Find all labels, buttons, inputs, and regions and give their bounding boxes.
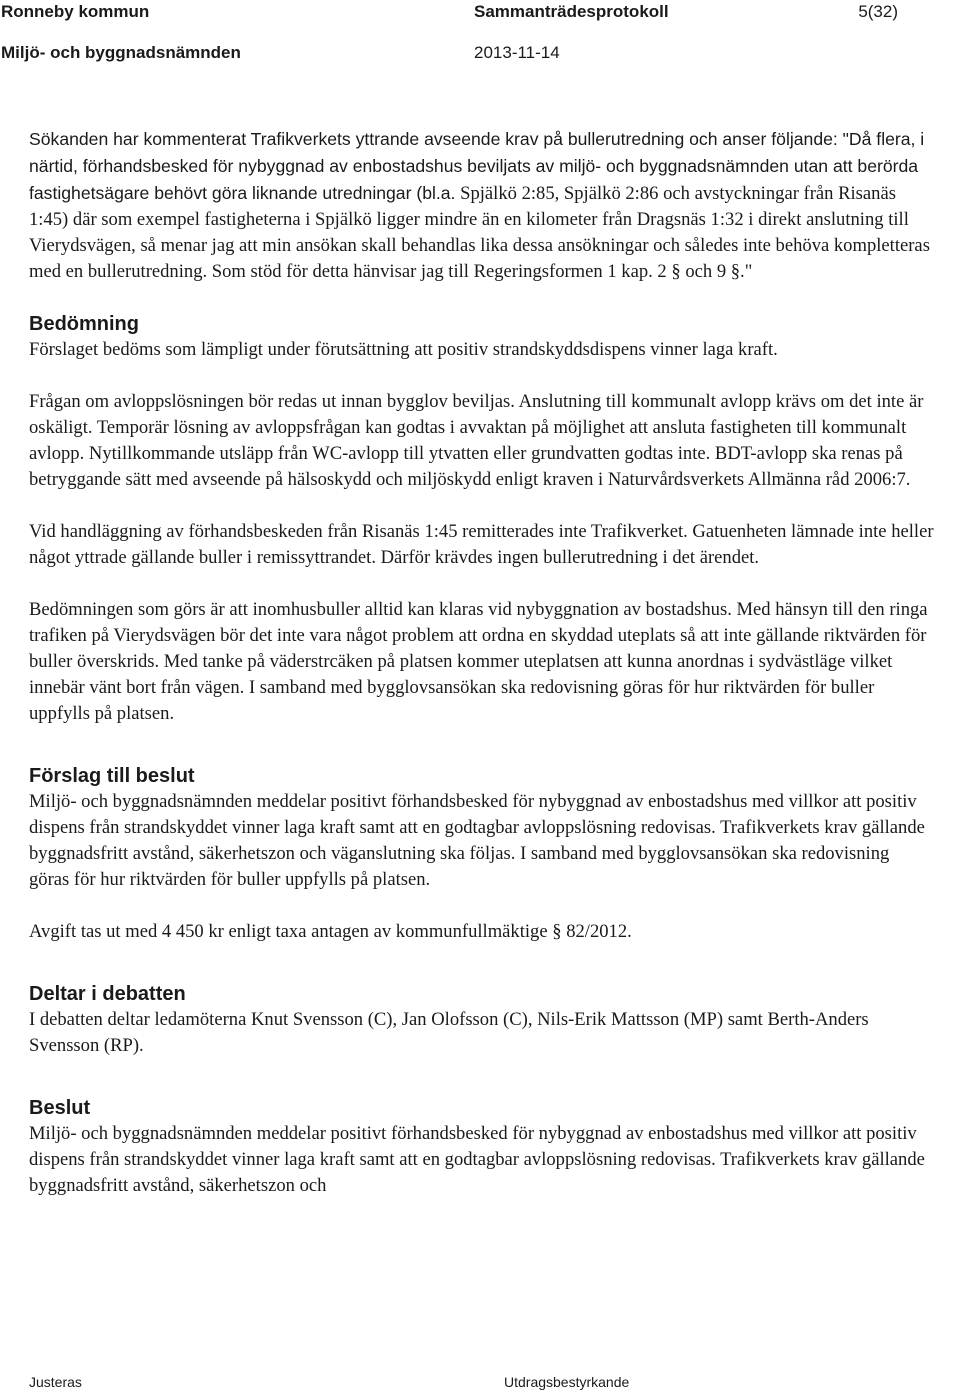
debate-heading: Deltar i debatten <box>29 983 186 1005</box>
footer-utdragsbestyrkande: Utdragsbestyrkande <box>504 1374 630 1390</box>
proposal-heading: Förslag till beslut <box>29 765 195 787</box>
decision-heading: Beslut <box>29 1097 91 1119</box>
document-body <box>29 126 934 1199</box>
municipality-name: Ronneby kommun <box>1 2 150 21</box>
board-name: Miljö- och byggnadsnämnden <box>1 43 241 62</box>
assessment-heading: Bedömning <box>29 313 139 335</box>
proposal-paragraph-1: Miljö- och byggnadsnämnden meddelar positivt förhandsbesked för nybyggnad av enbostadshus med villkor att positiv dispens från strandskyddet vinner laga kraft samt att en godtagbar avloppslösning redovisas. Trafikverkets krav gällande byggnadsfritt avstånd, säkerhetszon och väganslutning ska följas. I samband med bygglovsansökan ska redovisning göras för hur riktvärden för buller uppfylls på platsen. <box>29 791 925 890</box>
assessment-paragraph-3: Vid handläggning av förhandsbeskeden från Risanäs 1:45 remitterades inte Trafikverket. Gatuenheten lämnade inte heller något yttrade gällande buller i remissyttrandet. Därför krävdes ingen bullerutredning i det ärendet. <box>29 521 934 568</box>
assessment-paragraph-4: Bedömningen som görs är att inomhusbuller alltid kan klaras vid nybyggnation av bostadshus. Med hänsyn till den ringa trafiken på Vierydsvägen bör det inte vara något problem att ordna en skyddad uteplats så att inte gällande riktvärden för buller överskrids. Med tanke på väderstrcäken på platsen kommer uteplatsen att kunna anordnas i sydvästläge vilket innebär vänt bort från vägen. I samband med bygglovsansökan ska redovisning göras för hur riktvärden för buller uppfylls på platsen. <box>29 599 928 724</box>
meeting-date: 2013-11-14 <box>474 43 560 62</box>
page-number: 5(32) <box>858 2 898 21</box>
intro-serif-text: Spjälkö 2:85, Spjälkö 2:86 och avstyckningar från Risanäs 1:45) där som exempel fastigheterna i Spjälkö ligger mindre än en kilometer från Dragsnäs 1:32 i direkt anslutning till Vierydsvägen, så menar jag att min ansökan skall behandlas lika dessa ansökningar och således inte behöva kompletteras med en bullerutredning. Som stöd för detta hänvisar jag till Regeringsformen 1 kap. 2 § och 9 §." <box>29 183 930 282</box>
assessment-paragraph-1: Förslaget bedöms som lämpligt under förutsättning att positiv strandskyddsdispens vinner laga kraft. <box>29 339 778 360</box>
intro-sans-text: Sökanden har kommenterat Trafikverkets yttrande avseende krav på bullerutredning och anser följande: "Då flera, i närtid, förhandsbesked för nybyggnad av enbostadshus beviljats av miljö- och byggnadsnämnden utan att berörda fastighetsägare behövt göra liknande utredningar (bl.a. <box>29 129 925 203</box>
proposal-paragraph-2: Avgift tas ut med 4 450 kr enligt taxa antagen av kommunfullmäktige § 82/2012. <box>29 921 632 942</box>
assessment-paragraph-2: Frågan om avloppslösningen bör redas ut innan bygglov beviljas. Anslutning till kommunalt avlopp krävs om det inte är oskäligt. Temporär lösning av avloppsfrågan kan godtas i avvaktan på möjlighet att ansluta fastigheten till kommunalt avlopp. Nytillkommande utsläpp från WC-avlopp till ytvatten eller grundvatten godtas inte. BDT-avlopp ska renas på betryggande sätt med avseende på hälsoskydd och miljöskydd enligt kraven i Naturvårdsverkets Allmänna råd 2006:7. <box>29 391 924 490</box>
debate-paragraph: I debatten deltar ledamöterna Knut Svensson (C), Jan Olofsson (C), Nils-Erik Mattsson (MP) samt Berth-Anders Svensson (RP). <box>29 1009 869 1056</box>
footer-justeras: Justeras <box>29 1374 82 1390</box>
decision-paragraph: Miljö- och byggnadsnämnden meddelar positivt förhandsbesked för nybyggnad av enbostadshus med villkor att positiv dispens från strandskyddet vinner laga kraft samt att en godtagbar avloppslösning redovisas. Trafikverkets krav gällande byggnadsfritt avstånd, säkerhetszon och <box>29 1123 925 1196</box>
intro-paragraph <box>29 126 934 285</box>
document-type: Sammanträdesprotokoll <box>474 2 669 21</box>
